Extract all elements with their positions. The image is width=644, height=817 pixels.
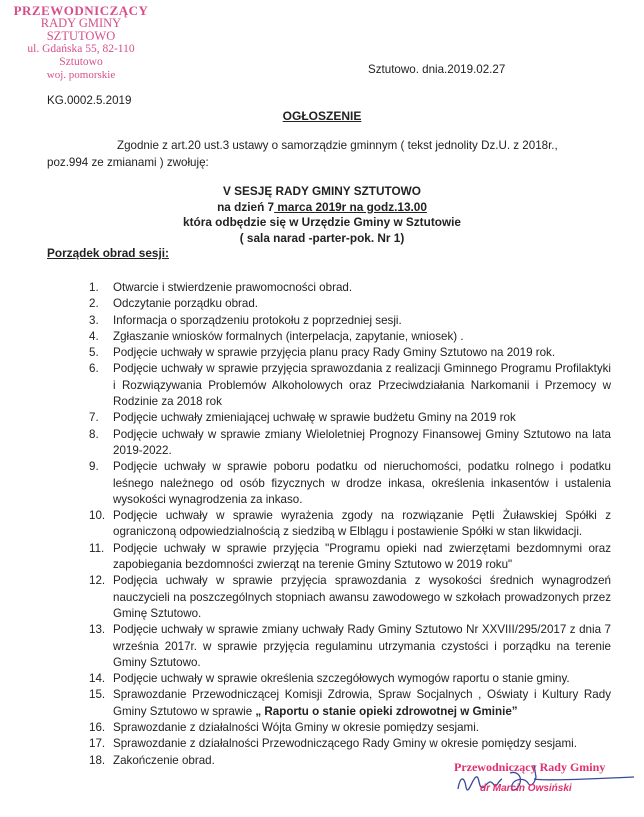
agenda-item-text <box>113 541 611 574</box>
stamp-line-1: PRZEWODNICZĄCY <box>13 3 149 18</box>
intro-line-1: Zgodnie z art.20 ust.3 ustawy o samorządzie gminnym ( tekst jednolity Dz.U. z 2018r., <box>117 139 558 152</box>
agenda-item-text <box>113 573 611 622</box>
agenda-item-body: Podjęcie uchwały w sprawie zmiany uchwały Rady Gminy Sztutowo Nr XXVIII/295/2017 z dnia 7 września 2017r. w sprawie przyjęcia regulaminu utrzymania czystości i porządku na terenie Gminy Sztutowo. <box>113 623 611 669</box>
session-room: ( sala narad -parter-pok. Nr 1) <box>239 230 405 245</box>
agenda-item-text <box>113 736 611 752</box>
agenda-item-body: Sprawozdanie Przewodniczącej Komisji Zdrowia, Spraw Socjalnych , Oświaty i Kultury Rady Gminy Sztutowo w sprawie <box>113 688 611 718</box>
agenda-item-number: 14. <box>89 672 106 686</box>
agenda-item-body: Podjęcie uchwały zmieniającej uchwałę w sprawie budżetu Gminy na 2019 rok <box>113 411 516 425</box>
agenda-item-number: 7. <box>89 411 99 425</box>
agenda-item-text <box>113 427 611 460</box>
agenda-item-number: 3. <box>89 313 99 327</box>
agenda-item-number: 10. <box>89 509 106 523</box>
agenda-item <box>89 736 611 752</box>
agenda-item-text <box>113 280 611 296</box>
agenda-item-number: 6. <box>89 362 99 376</box>
session-location: która odbędzie się w Urzędzie Gminy w Sztutowie <box>183 215 461 229</box>
session-block <box>0 184 644 246</box>
agenda-item <box>89 329 611 345</box>
agenda-item-number: 1. <box>89 281 99 294</box>
agenda-item-body: Podjęcie uchwały w sprawie określenia szczegółowych wymogów raportu o stanie gminy. <box>113 672 570 686</box>
agenda-item-text <box>113 410 611 426</box>
agenda-item-body: Otwarcie i stwierdzenie prawomocności obrad. <box>113 281 353 294</box>
agenda-item-body: Zakończenie obrad. <box>113 753 215 767</box>
agenda-item-body: Informacja o sporządzeniu protokołu z poprzedniej sesji. <box>113 313 402 327</box>
agenda-item-text <box>113 459 611 508</box>
agenda-title: Porządek obrad sesji: <box>47 246 169 260</box>
agenda-item <box>89 280 611 296</box>
agenda-item-text <box>113 329 611 345</box>
agenda-item-number: 12. <box>89 574 106 588</box>
official-stamp <box>6 4 156 82</box>
stamp-line-2: RADY GMINY SZTUTOWO <box>40 16 122 43</box>
agenda-item-number: 5. <box>89 346 99 360</box>
agenda-item-body: Podjęcie uchwały w sprawie wyrażenia zgody na rozwiązanie Pętli Żuławskiej Spółki z ograniczoną odpowiedzialnością z siedzibą w Elblągu i postawienie Spółki w stan likwidacji. <box>113 509 611 539</box>
agenda-item <box>89 427 611 460</box>
session-title: V SESJĘ RADY GMINY SZTUTOWO <box>223 184 421 198</box>
agenda-item-text <box>113 361 611 410</box>
agenda-item-number: 15. <box>89 688 106 702</box>
agenda-item <box>89 720 611 736</box>
agenda-item-number: 18. <box>89 753 106 767</box>
session-date-prefix: na dzień 7 <box>217 199 275 214</box>
agenda-item-number: 9. <box>89 460 99 474</box>
agenda-item-text <box>113 720 611 736</box>
agenda-item-number: 11. <box>89 541 105 555</box>
agenda-item-number: 17. <box>89 737 106 751</box>
document-date: Sztutowo. dnia.2019.02.27 <box>368 63 506 76</box>
agenda-item-body: Podjęcie uchwały w sprawie przyjęcia "Programu opieki nad zwierzętami bezdomnymi oraz zapobiegania bezdomności zwierząt na terenie Gminy Sztutowo w 2019 roku" <box>113 541 611 572</box>
agenda-item-number: 2. <box>89 297 99 311</box>
session-date-time: marca 2019r na godz.13.00 <box>274 199 427 214</box>
agenda-item-text <box>113 622 611 671</box>
agenda-item <box>89 296 611 312</box>
agenda-item-text <box>113 671 611 687</box>
agenda-item-text <box>113 345 611 361</box>
agenda-item <box>89 361 611 410</box>
agenda-item-body: Podjęcia uchwały w sprawie przyjęcia sprawozdania z wysokości średnich wynagrodzeń nauczycieli na poszczególnych stopniach awansu zawodowego w szkołach prowadzonych przez Gminę Sztutowo. <box>113 574 611 620</box>
signature-block <box>450 757 640 807</box>
session-date <box>0 200 644 216</box>
signature-stamp-title: Przewodniczący Rady Gminy <box>454 760 606 774</box>
stamp-line-3: ul. Gdańska 55, 82-110 Sztutowo <box>27 43 135 68</box>
agenda-item <box>89 671 611 687</box>
agenda-item <box>89 459 611 508</box>
agenda-item <box>89 622 611 671</box>
agenda-item-text <box>113 687 611 720</box>
agenda-item <box>89 313 611 329</box>
agenda-item-body: Podjęcie uchwały w sprawie przyjęcia planu pracy Rady Gminy Sztutowo na 2019 rok. <box>113 346 556 360</box>
agenda-list <box>89 280 611 769</box>
agenda-item-text <box>113 508 611 541</box>
agenda-item-body: Odczytanie porządku obrad. <box>113 297 259 311</box>
reference-number: KG.0002.5.2019 <box>47 94 132 107</box>
agenda-item <box>89 345 611 361</box>
agenda-item <box>89 410 611 426</box>
intro-line-2: poz.994 ze zmianami ) zwołuję: <box>47 156 209 169</box>
agenda-item-body: Podjęcie uchwały w sprawie przyjęcia sprawozdania z realizacji Gminnego Programu Profilaktyki i Rozwiązywania Problemów Alkoholowych oraz Przeciwdziałania Narkomanii i Przemocy w Rodzinie za 2018 rok <box>113 362 611 409</box>
intro-paragraph <box>47 137 607 171</box>
agenda-item-text <box>113 313 611 329</box>
agenda-item-body: Podjęcie uchwały w sprawie zmiany Wieloletniej Prognozy Finansowej Gminy Sztutowo na lata 2019-2022. <box>113 427 611 457</box>
signature-stamp-name: dr Marcin Owsiński <box>480 783 572 794</box>
agenda-item-body: Podjęcie uchwały w sprawie poboru podatku od nieruchomości, podatku rolnego i podatku leśnego należnego od osób fizycznych w drodze inkasa, określenia inkasentów i ustalenia wysokości wynagrodzenia za inkaso. <box>113 460 611 506</box>
agenda-item-body: Sprawozdanie z działalności Przewodniczącego Rady Gminy w okresie pomiędzy sesjami. <box>113 737 577 751</box>
agenda-item-number: 4. <box>89 329 99 343</box>
agenda-item-number: 8. <box>89 427 99 441</box>
stamp-line-4: woj. pomorskie <box>46 69 116 81</box>
agenda-item-text <box>113 296 611 312</box>
agenda-item <box>89 687 611 720</box>
agenda-item <box>89 541 611 574</box>
agenda-item-number: 13. <box>89 623 106 637</box>
document-title: OGŁOSZENIE <box>282 109 362 123</box>
agenda-item-bold-text: „ Raportu o stanie opieki zdrowotnej w Gminie” <box>255 704 518 718</box>
agenda-item-number: 16. <box>89 721 106 735</box>
agenda-item-body: Sprawozdanie z działalności Wójta Gminy w okresie pomiędzy sesjami. <box>113 721 479 735</box>
agenda-item <box>89 508 611 541</box>
agenda-item <box>89 573 611 622</box>
agenda-item-body: Zgłaszanie wniosków formalnych (interpelacja, zapytanie, wniosek) . <box>113 329 464 343</box>
